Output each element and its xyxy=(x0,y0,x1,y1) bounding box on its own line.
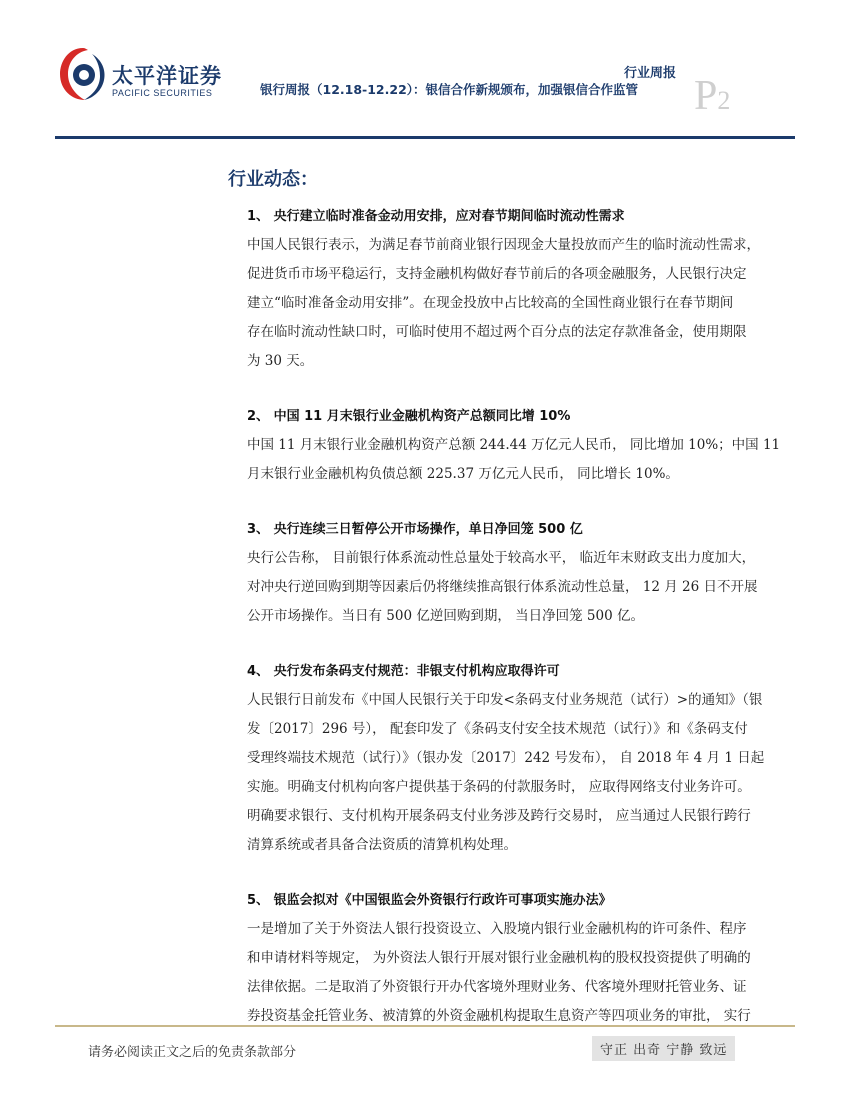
footer-motto: 守正 出奇 宁静 致远 xyxy=(592,1036,735,1061)
body-line: 券投资基金托管业务、被清算的外资金融机构提取生息资产等四项业务的审批， 实行 xyxy=(247,1008,751,1024)
body-line: 人民银行日前发布《中国人民银行关于印发<条码支付业务规范（试行）>的通知》（银 xyxy=(247,692,763,708)
company-logo-text: 太平洋证券 xyxy=(112,64,222,88)
body-line: 存在临时流动性缺口时，可临时使用不超过两个百分点的法定存款准备金，使用期限 xyxy=(247,324,747,340)
news-item xyxy=(247,886,795,1031)
body-line: 实施。明确支付机构向客户提供基于条码的付款服务时， 应取得网络支付业务许可。 xyxy=(247,779,751,795)
body-line: 中国人民银行表示，为满足春节前商业银行因现金大量投放而产生的临时流动性需求， xyxy=(247,237,760,253)
section-title: 行业动态： xyxy=(228,169,318,190)
company-logo-icon xyxy=(58,44,108,102)
news-body xyxy=(247,231,795,376)
body-line: 发〔2017〕296 号）， 配套印发了《条码支付安全技术规范（试行）》和《条码支付 xyxy=(247,721,748,737)
body-line: 中国 11 月末银行业金融机构资产总额 244.44 万亿元人民币， 同比增加 10%；中国 11 xyxy=(247,437,781,453)
body-line: 为 30 天。 xyxy=(247,353,314,369)
news-heading: 4、 央行发布条码支付规范：非银支付机构应取得许可 xyxy=(247,664,560,679)
report-type-label: 行业周报 xyxy=(624,66,677,81)
news-body xyxy=(247,431,795,489)
report-title: 银行周报（12.18-12.22）：银信合作新规颁布，加强银信合作监管 xyxy=(260,82,639,97)
news-item xyxy=(247,515,795,631)
body-line: 明确要求银行、支付机构开展条码支付业务涉及跨行交易时， 应当通过人民银行跨行 xyxy=(247,808,751,824)
body-line: 央行公告称， 目前银行体系流动性总量处于较高水平， 临近年末财政支出力度加大， xyxy=(247,550,756,566)
body-line: 建立“临时准备金动用安排”。在现金投放中占比较高的全国性商业银行在春节期间 xyxy=(247,295,734,311)
body-line: 对冲央行逆回购到期等因素后仍将继续推高银行体系流动性总量， 12 月 26 日不开展 xyxy=(247,579,758,595)
body-line: 清算系统或者具备合法资质的清算机构处理。 xyxy=(247,837,517,853)
news-body xyxy=(247,915,795,1031)
news-body xyxy=(247,686,795,860)
body-line: 受理终端技术规范（试行）》（银办发〔2017〕242 号发布）， 自 2018 年 4 月 1 日起 xyxy=(247,750,765,766)
news-item xyxy=(247,402,795,489)
news-item xyxy=(247,657,795,860)
footer-divider xyxy=(55,1025,795,1027)
header-divider xyxy=(55,136,795,139)
page-letter: P xyxy=(694,73,718,119)
company-logo-english: PACIFIC SECURITIES xyxy=(112,88,213,98)
body-line: 法律依据。二是取消了外资银行开办代客境外理财业务、代客境外理财托管业务、证 xyxy=(247,979,747,995)
news-heading: 1、 央行建立临时准备金动用安排，应对春节期间临时流动性需求 xyxy=(247,209,625,224)
page-digit: 2 xyxy=(717,86,731,115)
body-line: 促进货币市场平稳运行，支持金融机构做好春节前后的各项金融服务，人民银行决定 xyxy=(247,266,747,282)
page-number xyxy=(694,72,730,120)
news-item xyxy=(247,202,795,376)
body-line: 和申请材料等规定， 为外资法人银行开展对银行业金融机构的股权投资提供了明确的 xyxy=(247,950,751,966)
body-line: 公开市场操作。当日有 500 亿逆回购到期， 当日净回笼 500 亿。 xyxy=(247,608,644,624)
news-list xyxy=(247,202,795,1047)
news-body xyxy=(247,544,795,631)
news-heading: 3、 央行连续三日暂停公开市场操作，单日净回笼 500 亿 xyxy=(247,522,583,537)
news-heading: 2、 中国 11 月末银行业金融机构资产总额同比增 10% xyxy=(247,409,571,424)
news-heading: 5、 银监会拟对《中国银监会外资银行行政许可事项实施办法》 xyxy=(247,893,612,908)
body-line: 月末银行业金融机构负债总额 225.37 万亿元人民币， 同比增长 10%。 xyxy=(247,466,679,482)
body-line: 一是增加了关于外资法人银行投资设立、入股境内银行业金融机构的许可条件、程序 xyxy=(247,921,747,937)
footer-disclaimer: 请务必阅读正文之后的免责条款部分 xyxy=(88,1045,297,1060)
